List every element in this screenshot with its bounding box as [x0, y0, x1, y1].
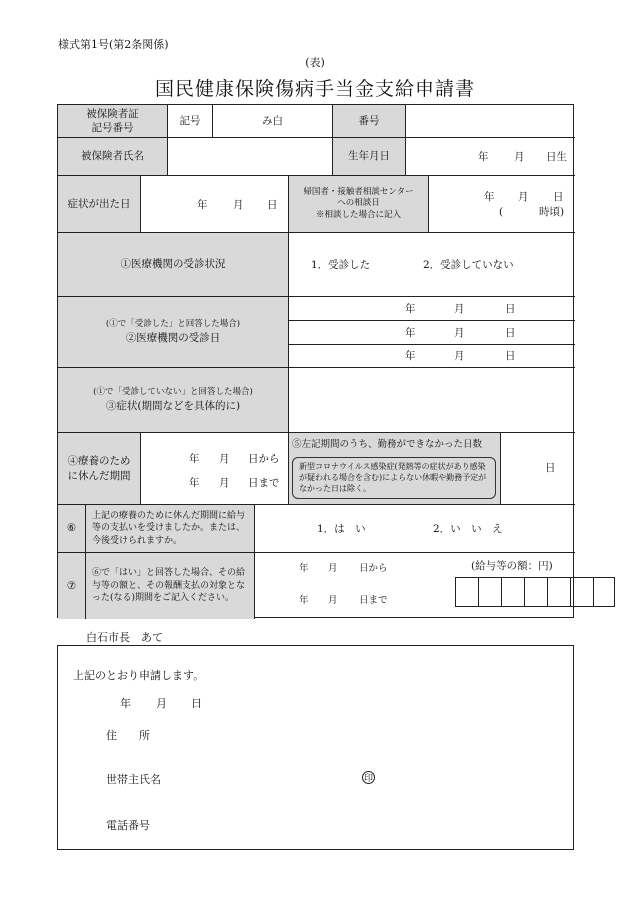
consult-day-label: 日	[553, 191, 564, 203]
q7-from-year-label: 年	[299, 563, 309, 574]
q5-note: 新型コロナウイルス感染症(発熱等の症状があり感染が疑われる場合を含む)によらない休暇や勤務予定がなかった日は除く。	[299, 462, 487, 494]
consult-hour-open: (	[499, 206, 504, 218]
consult-year-label: 年	[484, 191, 495, 203]
q7-until-label: 日まで	[359, 595, 388, 606]
number-label: 番号	[333, 105, 406, 138]
onset-date-field[interactable]	[141, 176, 289, 233]
q4-from-year-label: 年	[189, 453, 200, 465]
birthdate-label: 生年月日	[333, 138, 406, 176]
q1-label: ①医療機関の受診状況	[58, 233, 289, 297]
seal-mark: 印	[362, 771, 375, 784]
consult-center-label: 帰国者・接触者相談センター への相談日 ※相談した場合に記入	[289, 176, 429, 233]
declaration-box	[57, 645, 574, 850]
consult-date-field[interactable]	[429, 176, 575, 233]
q2-month-label: 月	[454, 303, 465, 315]
q2-month-label: 月	[454, 327, 465, 339]
consult-hour-label: 時頃)	[539, 206, 565, 218]
q3-symptom-field[interactable]	[289, 368, 575, 433]
symbol-label: 記号	[168, 105, 213, 138]
symbol-value[interactable]: み白	[213, 105, 333, 138]
onset-date-label: 症状が出た日	[58, 176, 141, 233]
q2-label-cell	[58, 297, 289, 368]
q2-day-label: 日	[505, 350, 516, 362]
q5-label-cell	[289, 433, 501, 505]
q2-year-label: 年	[405, 350, 416, 362]
q1-options	[289, 233, 575, 297]
q6-option-yes[interactable]: 1．は い	[317, 523, 366, 535]
birth-day-label: 日生	[546, 151, 567, 163]
birthdate-field[interactable]	[406, 138, 575, 176]
q5-label: ⑤左記期間のうち、勤務ができなかった日数	[292, 439, 483, 450]
q2-year-label: 年	[405, 327, 416, 339]
q3-label-cell	[58, 368, 289, 433]
q4-until-month-label: 月	[219, 477, 230, 489]
q4-until-year-label: 年	[189, 477, 200, 489]
q6-label: 上記の療養のために休んだ期間に給与等の支払いを受けましたか。または、今後受けられますか。	[86, 505, 255, 553]
number-field[interactable]	[406, 105, 575, 138]
q7-from-label: 日から	[359, 563, 388, 574]
insured-name-label: 被保険者氏名	[58, 138, 168, 176]
declaration-day-label: 日	[191, 697, 202, 710]
q3-note: (①で「受診していない」と回答した場合)	[93, 387, 253, 398]
q1-option-visited[interactable]: 1．受診した	[311, 259, 371, 271]
q2-month-label: 月	[454, 350, 465, 362]
form-code: 様式第1号(第2条関係)	[58, 38, 169, 51]
addressee: 白石市長 あて	[86, 631, 163, 644]
insured-name-field[interactable]	[168, 138, 333, 176]
q2-label: ②医療機関の受診日	[125, 331, 221, 344]
q7-label: ⑥で「はい」と回答した場合、その給与等の額と、その報酬支払の対象となった(なる)期間をご記入ください。	[86, 553, 255, 619]
side-label: (表)	[305, 56, 325, 69]
q7-amount-boxes[interactable]	[455, 577, 615, 607]
q3-label: ③症状(期間などを具体的に)	[105, 399, 241, 412]
cert-number-label: 被保険者証 記号番号	[58, 105, 168, 138]
declaration-month-label: 月	[156, 697, 167, 710]
q5-days-field[interactable]	[501, 433, 575, 505]
q4-label: ④療養のため に休んだ期間	[58, 433, 141, 505]
phone-label: 電話番号	[106, 819, 150, 832]
declaration-statement: 上記のとおり申請します。	[73, 669, 205, 682]
application-form	[57, 104, 574, 618]
onset-month-label: 月	[233, 199, 244, 211]
q6-number: ⑥	[58, 505, 86, 553]
onset-year-label: 年	[197, 199, 208, 211]
q7-entry	[255, 553, 575, 619]
q4-period-field[interactable]	[141, 433, 289, 505]
q1-option-not-visited[interactable]: 2．受診していない	[423, 259, 514, 271]
q5-days-unit: 日	[545, 462, 556, 474]
q7-amount-label: (給与等の額：円)	[471, 560, 553, 572]
q7-until-month-label: 月	[328, 595, 338, 606]
declaration-year-label: 年	[120, 697, 131, 710]
q4-from-label: 日から	[248, 453, 280, 465]
q6-options	[255, 505, 575, 553]
q2-date-row-2[interactable]	[289, 321, 575, 345]
q7-number: ⑦	[58, 553, 86, 619]
onset-day-label: 日	[267, 199, 278, 211]
q7-until-year-label: 年	[299, 595, 309, 606]
q2-day-label: 日	[505, 303, 516, 315]
birth-month-label: 月	[514, 151, 525, 163]
q2-year-label: 年	[405, 303, 416, 315]
address-label: 住 所	[106, 729, 150, 742]
q6-option-no[interactable]: 2．い い え	[433, 523, 503, 535]
consult-month-label: 月	[518, 191, 529, 203]
q2-day-label: 日	[505, 327, 516, 339]
birth-year-label: 年	[478, 151, 489, 163]
q2-note: (①で「受診した」と回答した場合)	[105, 319, 241, 330]
page-title: 国民健康保険傷病手当金支給申請書	[154, 78, 475, 100]
household-head-label: 世帯主氏名	[106, 773, 161, 786]
q2-date-row-3[interactable]	[289, 345, 575, 368]
q4-until-label: 日まで	[248, 477, 280, 489]
q7-from-month-label: 月	[328, 563, 338, 574]
q4-from-month-label: 月	[219, 453, 230, 465]
q2-date-row-1[interactable]	[289, 297, 575, 321]
